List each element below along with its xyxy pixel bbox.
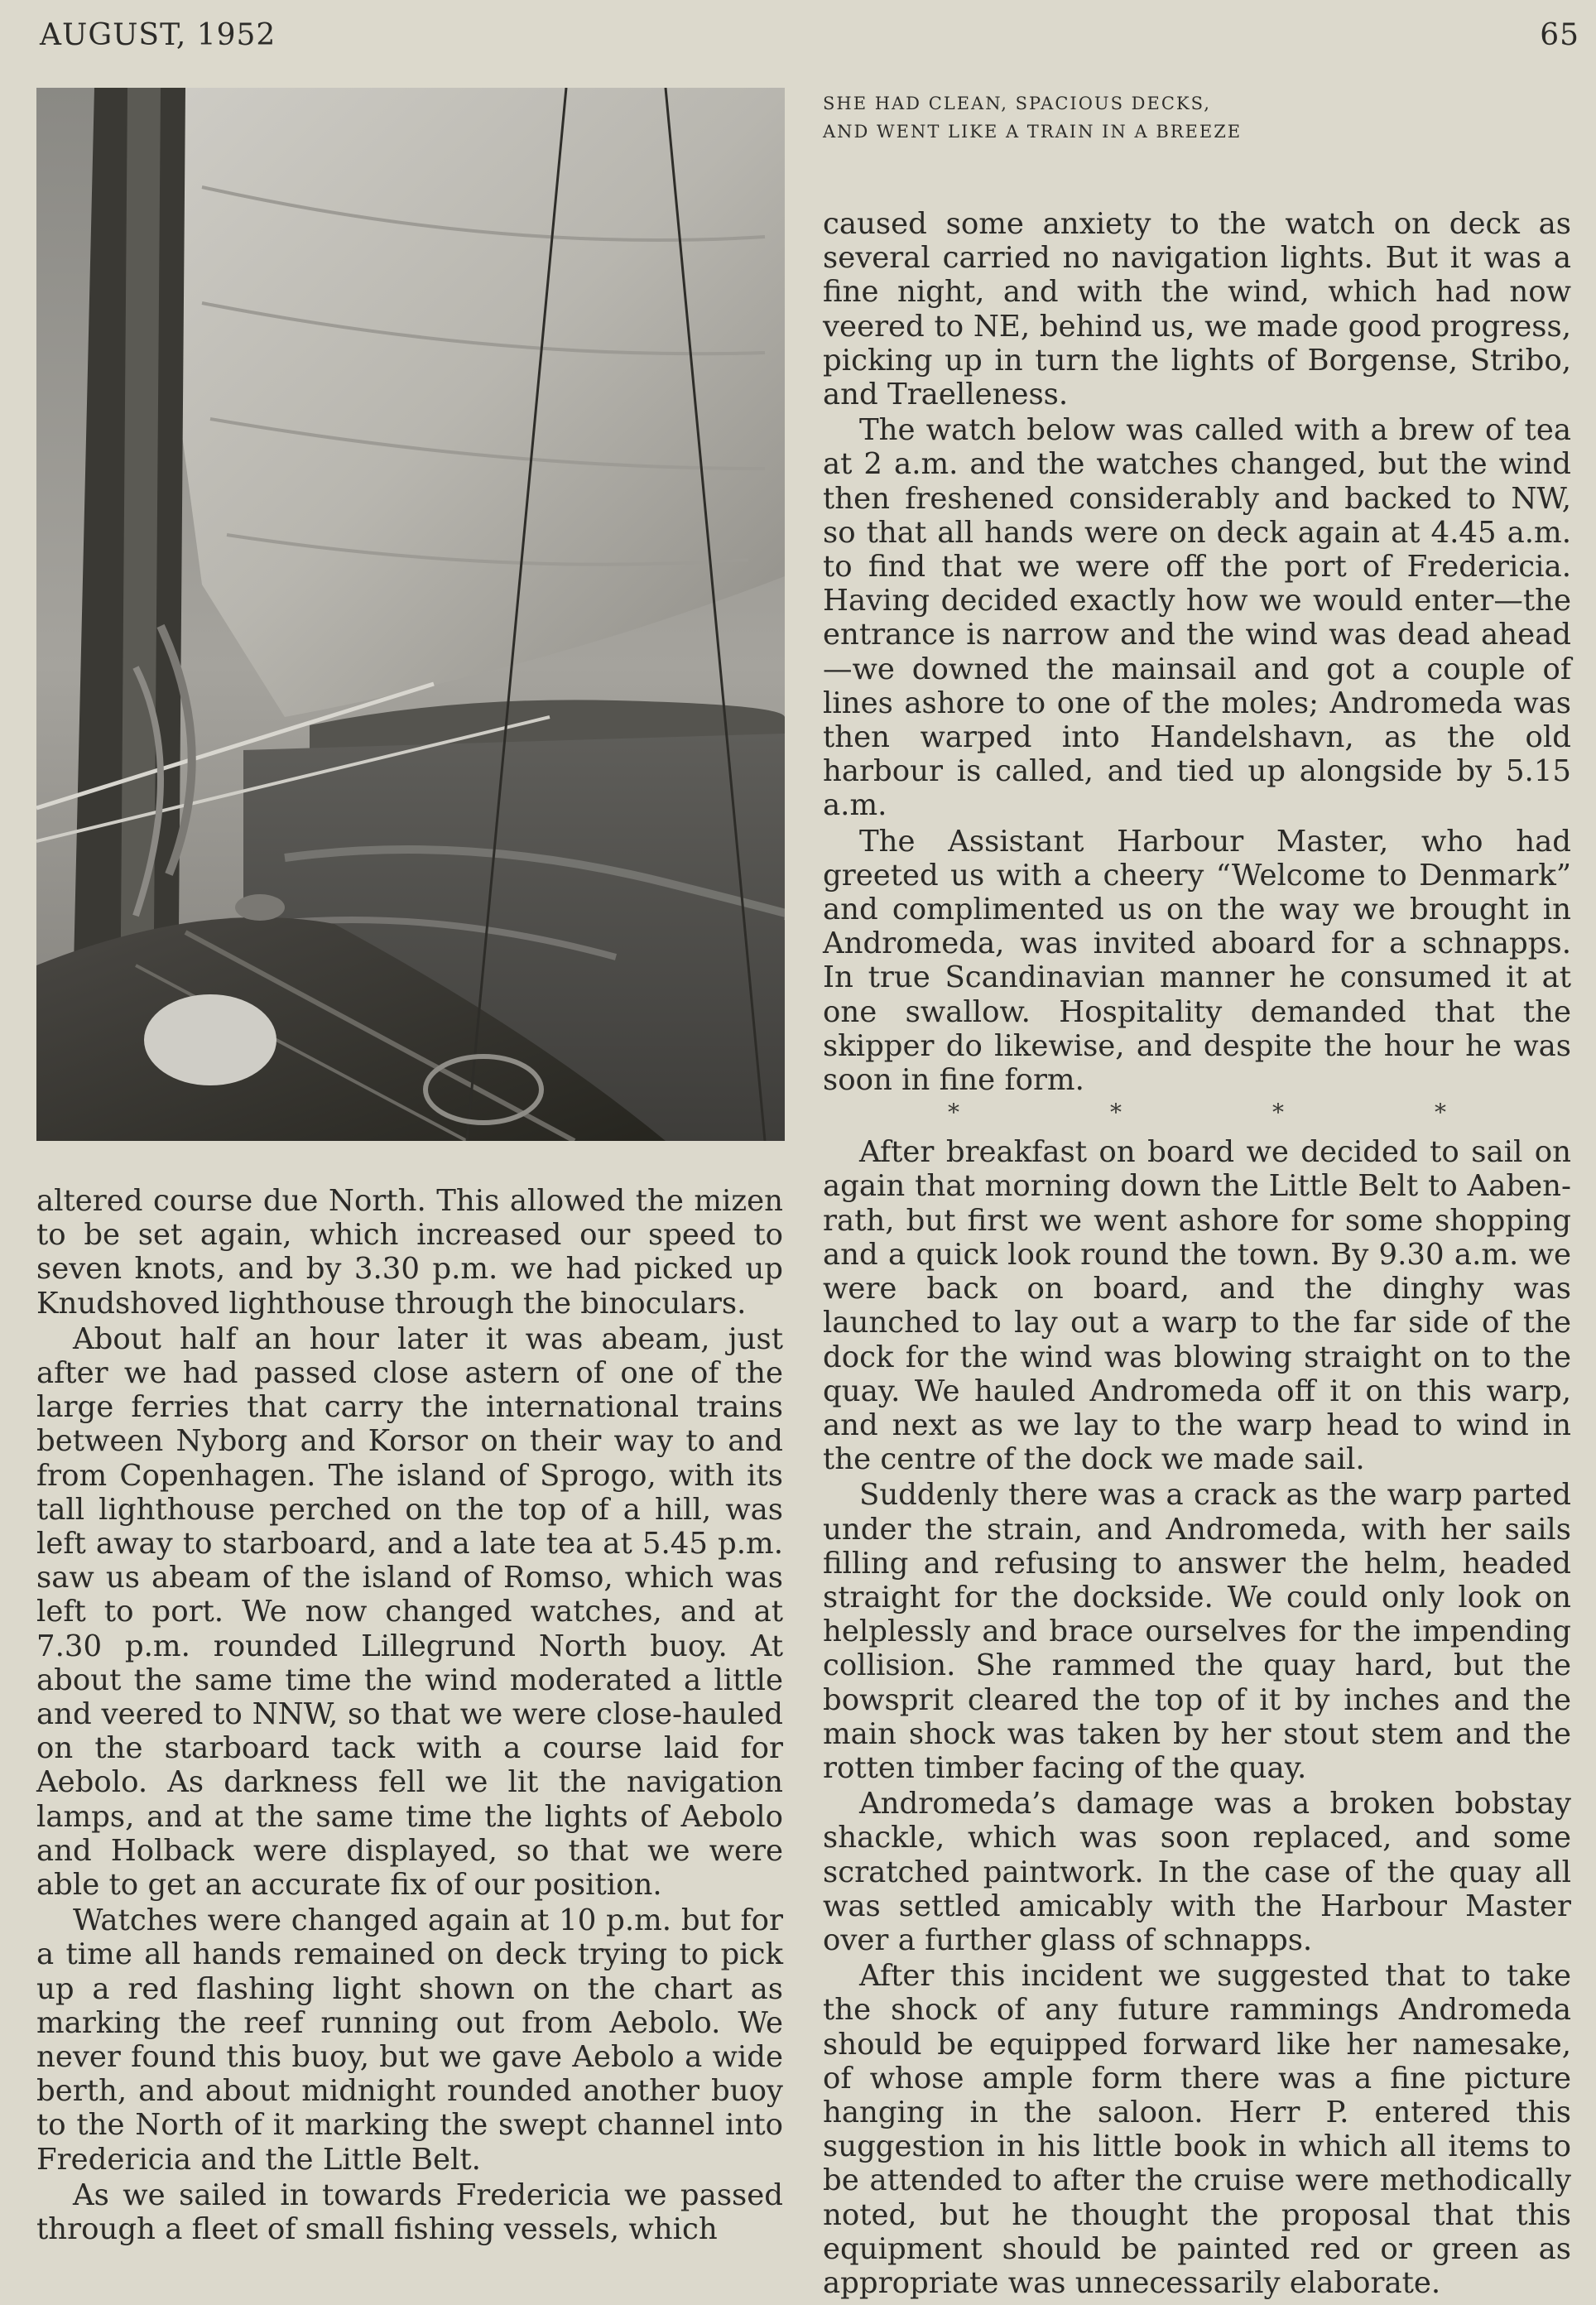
sailing-yacht-photo-icon [36, 88, 785, 1141]
separator-asterisk: * [1110, 1099, 1122, 1127]
separator-asterisk: * [948, 1099, 959, 1127]
paragraph: Suddenly there was a crack as the warp parted under the strain, and Andromeda, with her sails filling and refusing to answer the helm, headed straight for the dockside. We could only look on helplessly and brace ourselves for the impending collision. She rammed the quay hard, but the bowsprit cleared the top of it by inches and the main shock was taken by her stout stem and the rotten timber facing of the quay. [823, 1478, 1571, 1785]
paragraph: After breakfast on board we decided to sail on again that morning down the Little Belt to Aabenrath, but first we went ashore for some shopping and a quick look round the town. By 9.30 a.m. we were back on board, and the dinghy was launched to lay out a warp to the far side of the dock for the wind was blowing straight on to the quay. We hauled Andromeda off it on this warp, and next as we lay to the warp head to wind in the centre of the dock we made sail. [823, 1135, 1571, 1477]
photo-illustration [36, 88, 785, 1141]
photo-caption [823, 89, 1568, 146]
paragraph: altered course due North. This allowed the mizen to be set again, which increased our speed to seven knots, and by 3.30 p.m. we had picked up Knudshoved lighthouse through the binoculars. [36, 1184, 783, 1321]
right-text-column [823, 207, 1571, 2300]
caption-line: SHE HAD CLEAN, SPACIOUS DECKS, [823, 94, 1211, 113]
paragraph: Watches were changed again at 10 p.m. but for a time all hands remained on deck trying to pick up a red flashing light shown on the chart as marking the reef running out from Aebolo. We never found this buoy, but we gave Aebolo a wide berth, and about midnight rounded another buoy to the North of it marking the swept channel into Fredericia and the Little Belt. [36, 1903, 783, 2177]
paragraph: The Assistant Harbour Master, who had greeted us with a cheery “Welcome to Denmark” and complimented us on the way we brought in Andromeda, was invited aboard for a schnapps. In true Scandinavian manner he consumed it at one swallow. Hospitality demanded that the skipper do likewise, and despite the hour he was soon in fine form. [823, 824, 1571, 1098]
separator-asterisk: * [1272, 1099, 1284, 1127]
left-text-column [36, 1184, 783, 2246]
page-number: 65 [1540, 18, 1579, 52]
paragraph: As we sailed in towards Fredericia we passed through a fleet of small fishing vessels, which [36, 2177, 783, 2247]
separator-asterisk: * [1435, 1099, 1446, 1127]
section-separator [823, 1099, 1571, 1127]
running-header-date: AUGUST, 1952 [40, 18, 276, 52]
paragraph: Andromeda’s damage was a broken bobstay shackle, which was soon replaced, and some scratched paintwork. In the case of the quay all was settled amicably with the Harbour Master over a further glass of schnapps. [823, 1787, 1571, 1957]
paragraph: The watch below was called with a brew of tea at 2 a.m. and the watches changed, but the wind then freshened considerably and backed to NW, so that all hands were on deck again at 4.45 a.m. to find that we were off the port of Fredericia. Having decided exactly how we would enter—the entrance is narrow and the wind was dead ahead —we downed the mainsail and got a couple of lines ashore to one of the moles; Andromeda was then warped into Handelshavn, as the old harbour is called, and tied up alongside by 5.15 a.m. [823, 413, 1571, 823]
caption-line: AND WENT LIKE A TRAIN IN A BREEZE [823, 122, 1243, 142]
paragraph: After this incident we suggested that to take the shock of any future rammings Andromeda should be equipped forward like her namesake, of whose ample form there was a fine picture hanging in the saloon. Herr P. entered this suggestion in his little book in which all items to be attended to after the cruise were methodically noted, but he thought the proposal that this equipment should be painted red or green as appropriate was unnecessarily elaborate. [823, 1959, 1571, 2300]
paragraph: About half an hour later it was abeam, just after we had passed close astern of one of the large ferries that carry the international trains between Nyborg and Korsor on their way to and from Copenhagen. The island of Sprogo, with its tall lighthouse perched on the top of a hill, was left away to starboard, and a late tea at 5.45 p.m. saw us abeam of the island of Romso, which was left to port. We now changed watches, and at 7.30 p.m. rounded Lillegrund North buoy. At about the same time the wind moderated a little and veered to NNW, so that we were close-hauled on the starboard tack with a course laid for Aebolo. As darkness fell we lit the navigation lamps, and at the same time the lights of Aebolo and Holback were displayed, so that we were able to get an accurate fix of our position. [36, 1321, 783, 1903]
paragraph: caused some anxiety to the watch on deck as several carried no navigation lights. But it was a fine night, and with the wind, which had now veered to NE, behind us, we made good progress, picking up in turn the lights of Borgense, Stribo, and Traelleness. [823, 207, 1571, 412]
